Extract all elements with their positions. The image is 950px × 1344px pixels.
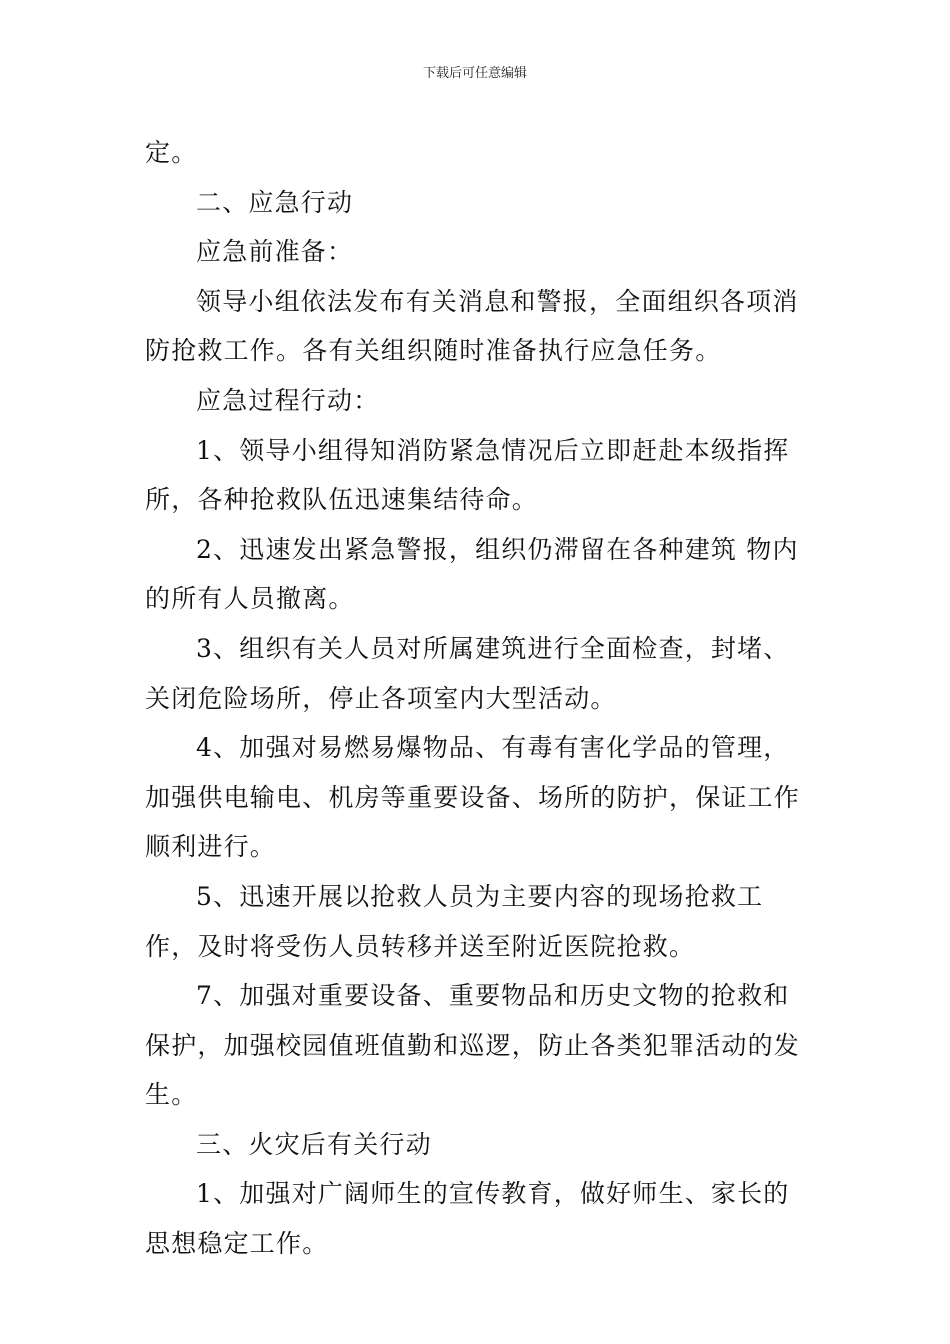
subheading-emergency-process-action: 应急过程行动： — [196, 385, 380, 415]
section-heading-emergency-action: 二、应急行动 — [196, 187, 354, 217]
subheading-pre-emergency-preparation: 应急前准备： — [196, 237, 354, 267]
list-item-4: 4、加强对易燃易爆物品、有毒有害化学品的管理，加强供电输电、机房等重要设备、场所的防护，保证工作顺利进行。 — [145, 733, 801, 862]
list-item-5: 5、迅速开展以抢救人员为主要内容的现场抢救工作，及时将受伤人员转移并送至附近医院抢救。 — [145, 881, 764, 961]
paragraph-continuation: 定。 — [145, 138, 198, 167]
list-item-2: 2、迅速发出紧急警报，组织仍滞留在各种建筑 物内的所有人员撤离。 — [145, 534, 799, 614]
paragraph-leadership-alerts: 领导小组依法发布有关消息和警报，全面组织各项消防抢救工作。各有关组织随时准备执行应急任务。 — [145, 286, 799, 366]
list-item-post-fire-1: 1、加强对广阔师生的宣传教育，做好师生、家长的思想稳定工作。 — [145, 1179, 790, 1259]
document-body — [145, 128, 815, 1269]
list-item-7: 7、加强对重要设备、重要物品和历史文物的抢救和保护，加强校园值班值勤和巡逻，防止各类犯罪活动的发生。 — [145, 981, 801, 1110]
section-heading-post-fire-action: 三、火灾后有关行动 — [196, 1129, 432, 1159]
list-item-1: 1、领导小组得知消防紧急情况后立即赶赴本级指挥所，各种抢救队伍迅速集结待命。 — [145, 435, 790, 515]
list-item-3: 3、组织有关人员对所属建筑进行全面检查，封堵、关闭危险场所，停止各项室内大型活动。 — [145, 633, 790, 713]
page-header-note: 下载后可任意编辑 — [422, 66, 527, 81]
